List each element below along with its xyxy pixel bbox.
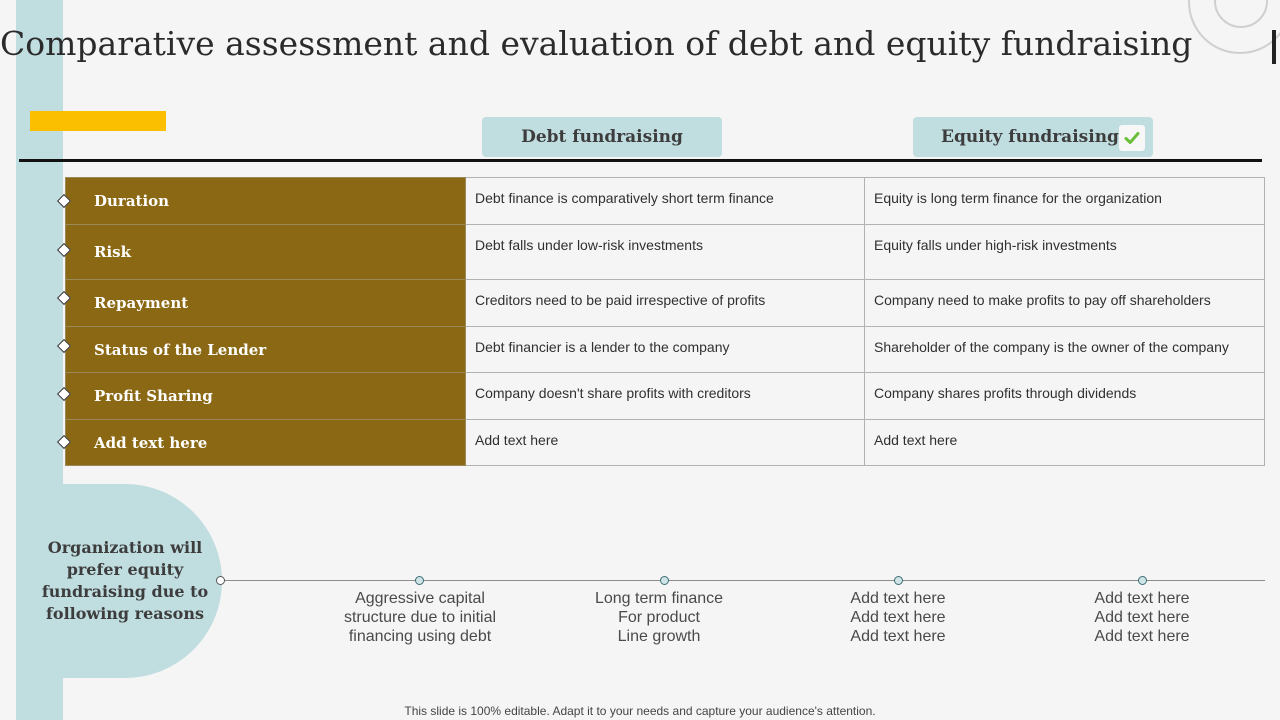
debt-column-label: Debt fundraising [521,127,683,147]
reason-item [559,589,759,646]
equity-column-label: Equity fundraising [941,127,1119,147]
row-label: Profit Sharing [66,373,466,420]
reason-line: Long term finance [594,590,724,607]
debt-column-header [482,117,722,157]
row-label: Status of the Lender [66,327,466,373]
debt-cell: Debt falls under low-risk investments [466,225,865,280]
row-label: Duration [66,178,466,225]
row-label: Repayment [66,280,466,327]
table-row [66,225,1265,280]
table-row [66,178,1265,225]
reason-line: Add text here [1094,609,1190,626]
reason-line: For product [618,609,700,626]
reason-line: structure due to initial [343,609,497,626]
decorative-bar [1272,30,1276,64]
checkmark-icon [1119,125,1145,151]
reason-item [1042,589,1242,646]
reason-item [320,589,520,646]
reason-line: Line growth [617,628,701,645]
slide-title-text: Comparative assessment and evaluation of debt and equity fundraising [0,24,1193,63]
comparison-table [65,177,1265,466]
equity-cell: Shareholder of the company is the owner of the company [865,327,1265,373]
timeline-start-dot [216,576,225,585]
row-label: Add text here [66,420,466,466]
equity-cell: Equity falls under high-risk investments [865,225,1265,280]
footer-note: This slide is 100% editable. Adapt it to your needs and capture your audience's attention. [404,704,876,718]
conclusion-heading: Organization will prefer equity fundraising due to following reasons [41,538,209,623]
slide-title [0,24,1270,72]
equity-column-header [913,117,1153,157]
reason-item [798,589,998,646]
equity-cell: Equity is long term finance for the organization [865,178,1265,225]
reason-line: Aggressive capital [355,590,485,607]
reason-line: Add text here [850,590,946,607]
debt-cell: Debt finance is comparatively short term finance [466,178,865,225]
timeline-dot [660,576,669,585]
equity-cell: Add text here [865,420,1265,466]
table-row [66,327,1265,373]
reason-line: Add text here [1094,590,1190,607]
debt-cell: Debt financier is a lender to the company [466,327,865,373]
equity-cell: Company need to make profits to pay off shareholders [865,280,1265,327]
yellow-accent-bar [30,111,166,131]
debt-cell: Company doesn't share profits with creditors [466,373,865,420]
timeline-dot [894,576,903,585]
timeline-dot [415,576,424,585]
reason-line: Add text here [850,628,946,645]
debt-cell: Add text here [466,420,865,466]
timeline-line [221,580,1265,581]
equity-cell: Company shares profits through dividends [865,373,1265,420]
reason-line: Add text here [1094,628,1190,645]
table-row [66,280,1265,327]
row-label: Risk [66,225,466,280]
timeline-dot [1138,576,1147,585]
header-divider [19,159,1262,162]
table-row [66,373,1265,420]
reason-line: Add text here [850,609,946,626]
reason-line: financing using debt [348,628,492,645]
debt-cell: Creditors need to be paid irrespective of profits [466,280,865,327]
table-row [66,420,1265,466]
